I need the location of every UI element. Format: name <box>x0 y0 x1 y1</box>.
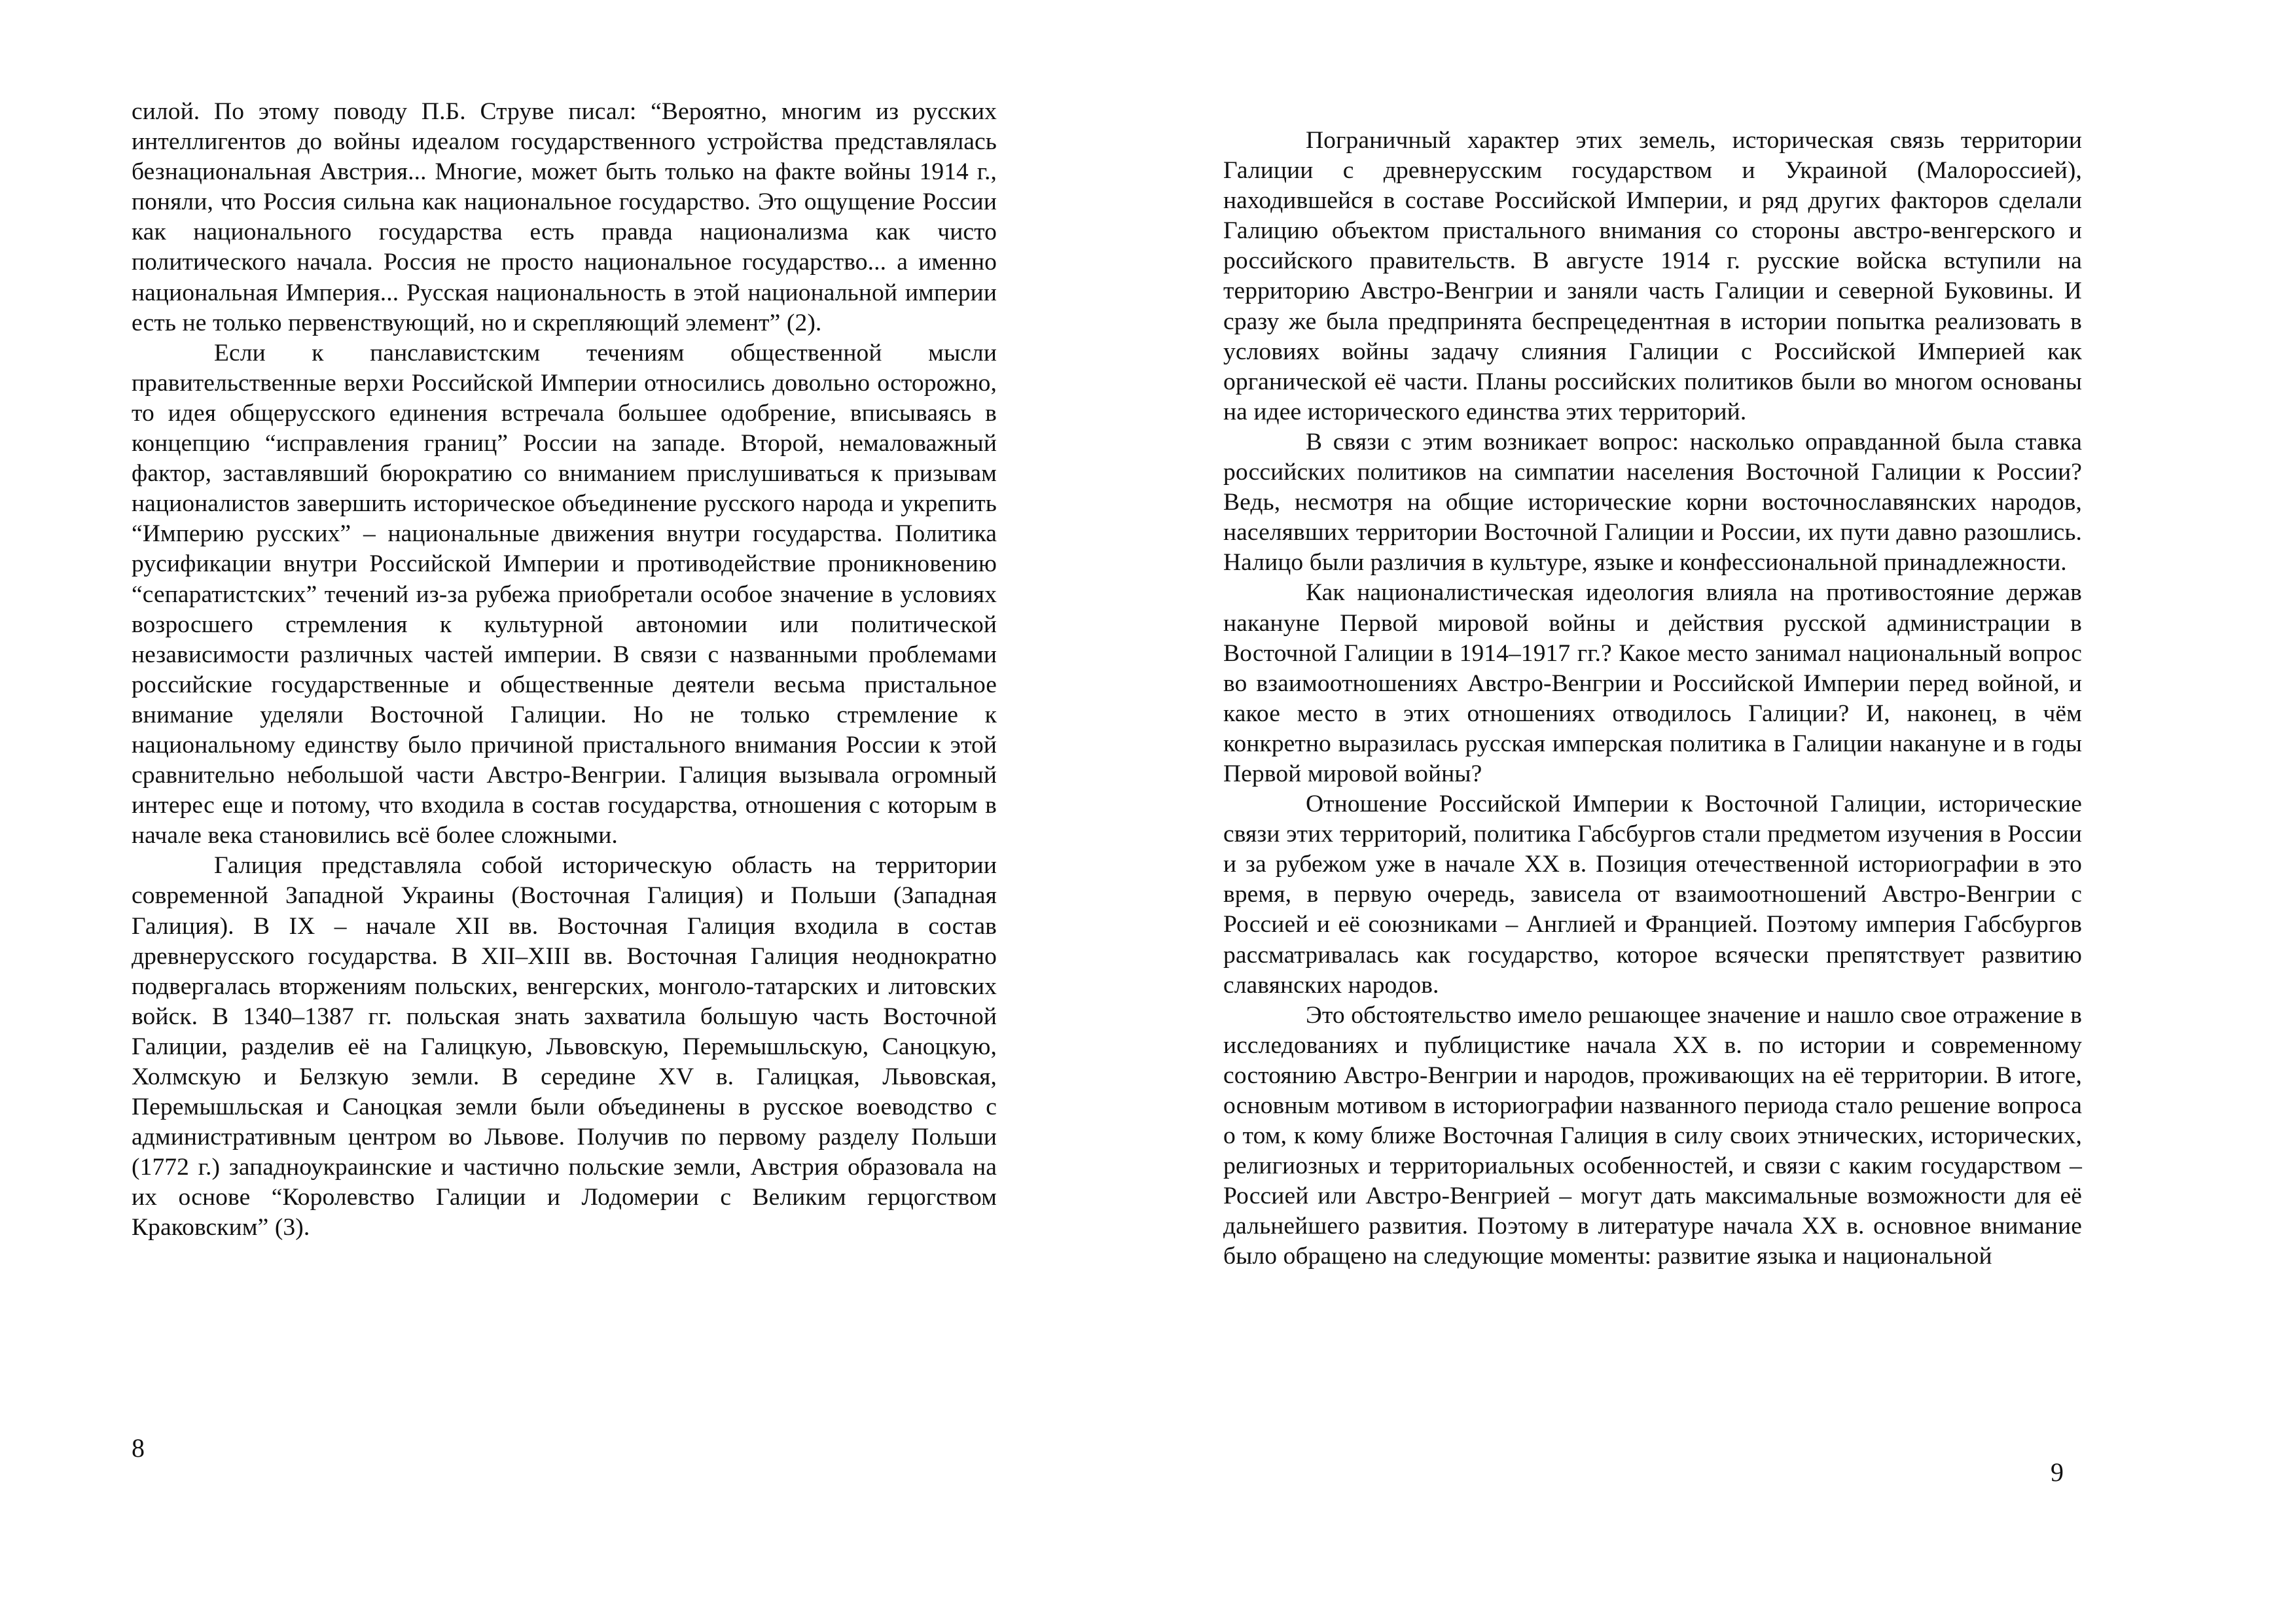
page-number: 9 <box>2051 1457 2064 1487</box>
paragraph: Отношение Российской Империи к Восточной Галиции, исторические связи этих территорий, политика Габсбургов стали предметом изучения в России и за рубежом уже в начале XX в. Позиция отечественной историографии в это время, в первую очередь, зависела от взаимоотношений Австро-Венгрии с Россией и её союзниками – Англией и Францией. Поэтому империя Габсбургов рассматривалась как государство, которое всячески препятствует развитию славянских народов. <box>1223 791 2082 999</box>
paragraph: Как националистическая идеология влияла на противостояние держав накануне Первой мировой войны и действия русской администрации в Восточной Галиции в 1914–1917 гг.? Какое место занимал национальный вопрос во взаимоотношениях Австро-Венгрии и Российской Империи перед войной, и какое место в этих отношениях отводилось Галиции? И, наконец, в чём конкретно выразилась русская имперская политика в Галиции накануне и в годы Первой мировой войны? <box>1223 579 2082 787</box>
left-page-text <box>132 97 997 1243</box>
page-number: 8 <box>132 1433 145 1463</box>
paragraph: Пограничный характер этих земель, историческая связь территории Галиции с древнерусским государством и Украиной (Малороссией), находившейся в составе Российской Империи, и ряд других факторов сделали Галицию объектом пристального внимания со стороны австро-венгерского и российского правительств. В августе 1914 г. русские войска вступили на территорию Австро-Венгрии и заняли часть Галиции и северной Буковины. И сразу же была предпринята беспрецедентная в истории попытка реализовать в условиях войны задачу слияния Галиции с Российской Империей как органической её части. Планы российских политиков были во многом основаны на идее исторического единства этих территорий. <box>1223 127 2082 425</box>
right-page-text <box>1223 126 2082 1272</box>
right-page <box>1148 0 2296 1623</box>
paragraph: Если к панславистским течениям общественной мысли правительственные верхи Российской Империи относились довольно осторожно, то идея общерусского единения встречала большее одобрение, вписываясь в концепцию “исправления границ” России на западе. Второй, немаловажный фактор, заставлявший бюрократию со вниманием прислушиваться к призывам националистов завершить историческое объединение русского народа и укрепить “Империю русских” – национальные движения внутри государства. Политика русификации внутри Российской Империи и противодействие проникновению “сепаратистских” течений из-за рубежа приобретали особое значение в условиях возросшего стремления к культурной автономии или политической независимости различных частей империи. В связи с названными проблемами российские государственные и общественные деятели весьма пристальное внимание уделяли Восточной Галиции. Но не только стремление к национальному единству было причиной пристального внимания России к этой сравнительно небольшой части Австро-Венгрии. Галиция вызывала огромный интерес еще и потому, что входила в состав государства, отношения с которым в начале века становились всё более сложными. <box>132 339 997 849</box>
paragraph: Это обстоятельство имело решающее значение и нашло свое отражение в исследованиях и публицистике начала XX в. по истории и современному состоянию Австро-Венгрии и народов, проживающих на её территории. В итоге, основным мотивом в историографии названного периода стало решение вопроса о том, к кому ближе Восточная Галиция в силу своих этнических, исторических, религиозных и территориальных особенностей, и связи с каким государством – Россией или Австро-Венгрией – могут дать максимальные возможности для её дальнейшего развития. Поэтому в литературе начала XX в. основное внимание было обращено на следующие моменты: развитие языка и национальной <box>1223 1001 2082 1270</box>
paragraph: В связи с этим возникает вопрос: насколько оправданной была ставка российских политиков на симпатии населения Восточной Галиции к России? Ведь, несмотря на общие исторические корни восточнославянских народов, населявших территории Восточной Галиции и России, их пути давно разошлись. Налицо были различия в культуре, языке и конфессиональной принадлежности. <box>1223 428 2082 577</box>
paragraph: силой. По этому поводу П.Б. Струве писал: “Вероятно, многим из русских интеллигентов до войны идеалом государственного устройства представлялась безнациональная Австрия... Многие, может быть только на факте войны 1914 г., поняли, что Россия сильна как национальное государство. Это ощущение России как национального государства есть правда национализма как чисто политического начала. Россия не просто национальное государство... а именно национальная Империя... Русская национальность в этой национальной империи есть не только первенствующий, но и скрепляющий элемент” (2). <box>132 98 997 336</box>
paragraph: Галиция представляла собой историческую область на территории современной Западной Украины (Восточная Галиция) и Польши (Западная Галиция). В IX – начале XII вв. Восточная Галиция входила в состав древнерусского государства. В XII–XIII вв. Восточная Галиция неоднократно подвергалась вторжениям польских, венгерских, монголо-татарских и литовских войск. В 1340–1387 гг. польская знать захватила большую часть Восточной Галиции, разделив её на Галицкую, Львовскую, Перемышльскую, Саноцкую, Холмскую и Белзкую земли. В середине XV в. Галицкая, Львовская, Перемышльская и Саноцкая земли были объединены в русское воеводство с административным центром во Львове. Получив по первому разделу Польши (1772 г.) западноукраинские и частично польские земли, Австрия образовала на их основе “Королевство Галиции и Лодомерии с Великим герцогством Краковским” (3). <box>132 852 997 1241</box>
